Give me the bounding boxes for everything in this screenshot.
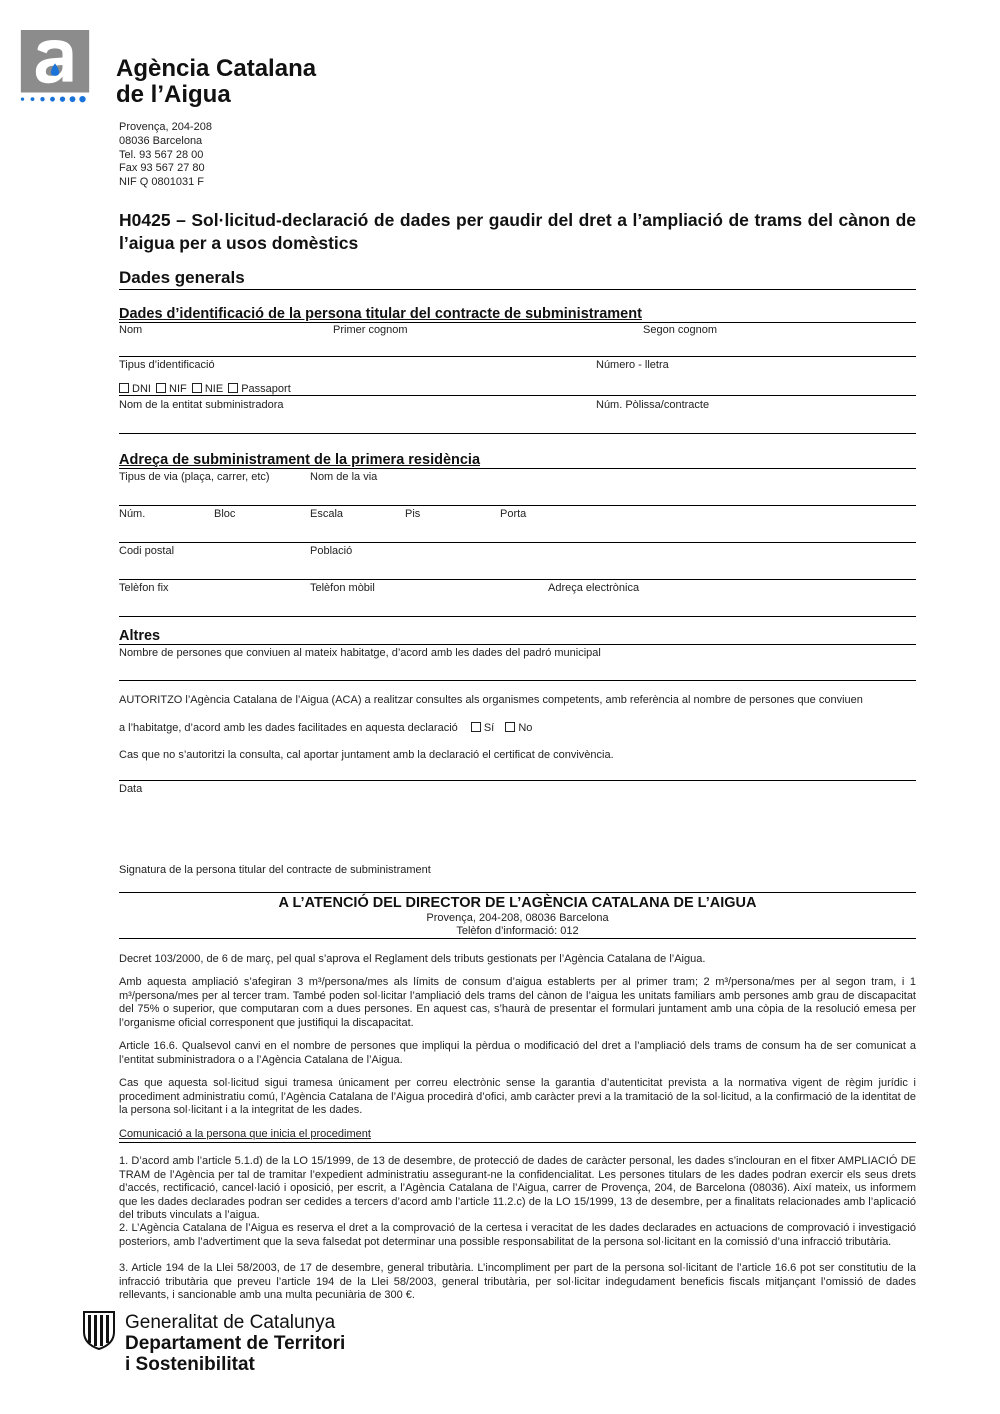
- checkbox-nie[interactable]: [192, 383, 202, 393]
- legal-punt1: 1. D’acord amb l’article 5.1.d) de la LO 15/1999, de 13 de desembre, de protecció de dades de caràcter personal, les dades s’inclouran en el fitxer AMPLIACIÓ DE TRAM de l’Agència per tal de tramitar l’expedient administratiu assegurant-ne la confidencialitat. Les persones titulars de les dades podran exercir els seus drets d’accés, rectificació, cancel·lació i oposició, per escrit, a l’Agència Catalana de l’Aigua, carrer de Provença, 204, de Barcelona (08036). Així mateix, us informem que les dades declarades podran ser cedides a tercers d’acord amb l’article 11.2.c) de la LO 15/1999, 13 de desembre, per a finalitats relacionades amb l’aplicació del tributs vinculats a l’aigua.: [119, 1155, 916, 1222]
- field-line-id[interactable]: [119, 395, 916, 396]
- address-line: Tel. 93 567 28 00: [119, 148, 204, 161]
- field-line-tel[interactable]: [119, 616, 916, 617]
- director-phone: Telèfon d’informació: 012: [456, 925, 579, 937]
- legal-ampliacio: Amb aquesta ampliació s’afegiran 3 m³/persona/mes als límits de consum d’aigua establerts per al primer tram; 2 m³/persona/mes per al segon tram, i 1 m³/persona/mes per al tercer tram. També poden sol·licitar l’ampliació dels trams del cànon de l’aigua les unitats familiars amb persones amb grau de discapacitat del 75% o superior, que computaran com a dues persones. En aquest cas, s’haurà de presentar el formulari juntament amb una còpia de la resolució emesa per l’organisme oficial corresponent que justifiqui la discapacitat.: [119, 976, 916, 1029]
- label-data: Data: [119, 783, 143, 795]
- id-type-options: [117, 383, 291, 395]
- option-si: Sí: [483, 722, 495, 734]
- checkbox-no[interactable]: [505, 722, 515, 732]
- aca-logo-icon: [14, 30, 96, 105]
- label-signatura: Signatura de la persona titular del contracte de subministrament: [119, 864, 431, 876]
- autoritzo-text-2: a l’habitatge, d’acord amb les dades facilitades en aquesta declaració: [119, 722, 458, 734]
- subheading-address: Adreça de subministrament de la primera residència: [119, 452, 916, 469]
- label-segon-cognom: Segon cognom: [643, 324, 717, 336]
- checkbox-dni[interactable]: [119, 383, 129, 393]
- option-passaport: Passaport: [241, 383, 291, 395]
- org-address: [119, 121, 212, 190]
- checkbox-si[interactable]: [471, 722, 481, 732]
- divider: [119, 938, 916, 939]
- footer-line1: Generalitat de Catalunya: [125, 1312, 336, 1333]
- legal-correu: Cas que aquesta sol·licitud sigui tramesa únicament per correu electrònic sense la garantia d’autenticitat prevista a la normativa vigent de règim jurídic i procediment administratiu comú, l’Agència Catalana de l’Aigua procedirà d’ofici, amb caràcter previ a la tramitació de la sol·licitud, a la confirmació de la identitat de la persona sol·licitant i a la integritat de les dades.: [119, 1077, 916, 1117]
- label-tipus-via: Tipus de via (plaça, carrer, etc): [119, 471, 270, 483]
- field-line-entitat[interactable]: [119, 433, 916, 434]
- label-escala: Escala: [310, 508, 344, 520]
- generalitat-text: [125, 1312, 345, 1375]
- label-pis: Pis: [405, 508, 421, 520]
- option-dni: DNI: [132, 383, 151, 395]
- divider: [119, 892, 916, 893]
- subheading-identification: Dades d’identificació de la persona titular del contracte de subministrament: [119, 306, 916, 323]
- org-name-line1: Agència Catalana: [116, 55, 317, 82]
- autoritzo-line-2: [119, 722, 532, 734]
- legal-punt3: 3. Article 194 de la Llei 58/2003, de 17 de desembre, general tributària. L’incompliment per part de la persona sol·licitant de l’article 16.6 pot ser constitutiu de la infracció tributària que preveu l’article 194 de la Llei 58/2003, general tributària, per sol·licitar indegudament beneficis fiscals mitjançant l’omissió de dades rellevants, i sancionable amb una multa pecuniària de 300 €.: [119, 1262, 916, 1302]
- field-line-cp[interactable]: [119, 579, 916, 580]
- field-line-num[interactable]: [119, 542, 916, 543]
- section-heading-general: Dades generals: [119, 268, 916, 290]
- label-num: Núm.: [119, 508, 146, 520]
- document-title: H0425 – Sol·licitud-declaració de dades per gaudir del dret a l’ampliació de trams del cànon de l’aigua per a usos domèstics: [119, 210, 916, 253]
- address-line: Fax 93 567 27 80: [119, 162, 205, 175]
- org-name-line2: de l’Aigua: [116, 81, 231, 108]
- cas-que-text: Cas que no s’autoritzi la consulta, cal aportar juntament amb la declaració el certificat de convivència.: [119, 749, 614, 761]
- label-codi-postal: Codi postal: [119, 545, 175, 557]
- label-telefon-mobil: Telèfon mòbil: [310, 582, 375, 594]
- label-numero-lletra: Número - lletra: [596, 359, 669, 371]
- label-email: Adreça electrònica: [548, 582, 640, 594]
- label-porta: Porta: [500, 508, 527, 520]
- footer-line2: Departament de Territori: [125, 1333, 346, 1354]
- field-line-data[interactable]: [119, 780, 916, 781]
- option-nif: NIF: [169, 383, 187, 395]
- address-line: 08036 Barcelona: [119, 134, 203, 147]
- legal-comunicacio-heading: Comunicació a la persona que inicia el procediment: [119, 1128, 916, 1143]
- director-heading: A L’ATENCIÓ DEL DIRECTOR DE L’AGÈNCIA CATALANA DE L’AIGUA: [278, 895, 757, 911]
- label-poblacio: Població: [310, 545, 353, 557]
- legal-decret: Decret 103/2000, de 6 de març, pel qual s’aprova el Reglament dels tributs gestionats per l’Agència Catalana de l’Aigua.: [119, 953, 706, 965]
- legal-punt2: 2. L’Agència Catalana de l’Aigua es reserva el dret a la comprovació de la certesa i veracitat de les dades declarades en actuacions de comprovació i investigació posteriors, amb l’advertiment que la seva falsedat pot determinar una possible responsabilitat de la persona sol·licitant en la comissió d’una infracció tributària.: [119, 1222, 916, 1248]
- legal-article: Article 16.6. Qualsevol canvi en el nombre de persones que impliqui la pèrdua o modificació del dret a l’ampliació dels trams de consum ha de ser comunicat a l’entitat subministradora o a l’Agència Catalana de l’Aigua.: [119, 1040, 916, 1066]
- label-entitat: Nom de la entitat subministradora: [119, 399, 284, 411]
- label-nom: Nom: [119, 324, 143, 336]
- label-bloc: Bloc: [214, 508, 236, 520]
- address-line: Provença, 204-208: [119, 121, 212, 133]
- label-telefon-fix: Telèfon fix: [119, 582, 169, 594]
- field-line-via[interactable]: [119, 505, 916, 506]
- label-tipus-identificacio: Tipus d’identificació: [119, 359, 215, 371]
- director-address: Provença, 204-208, 08036 Barcelona: [426, 912, 609, 924]
- label-primer-cognom: Primer cognom: [333, 324, 408, 336]
- option-nie: NIE: [204, 383, 224, 395]
- address-line: NIF Q 0801031 F: [119, 176, 204, 189]
- organization-name: [116, 56, 316, 108]
- field-line-persones[interactable]: [119, 680, 916, 681]
- option-no: No: [518, 722, 533, 734]
- checkbox-nif[interactable]: [156, 383, 166, 393]
- label-persones: Nombre de persones que conviuen al mateix habitatge, d’acord amb les dades del padró municipal: [119, 647, 601, 659]
- field-line-name[interactable]: [119, 356, 916, 357]
- label-nom-via: Nom de la via: [310, 471, 378, 483]
- footer-line3: i Sostenibilitat: [125, 1354, 255, 1375]
- autoritzo-text-1: AUTORITZO l’Agència Catalana de l’Aigua (ACA) a realitzar consultes als organismes competents, amb referència al nombre de persones que conviuen: [119, 694, 863, 706]
- section-heading-altres: Altres: [119, 628, 916, 645]
- label-polissa: Núm. Pòlissa/contracte: [596, 399, 710, 411]
- generalitat-logo-icon: [80, 1310, 118, 1350]
- checkbox-passaport[interactable]: [228, 383, 238, 393]
